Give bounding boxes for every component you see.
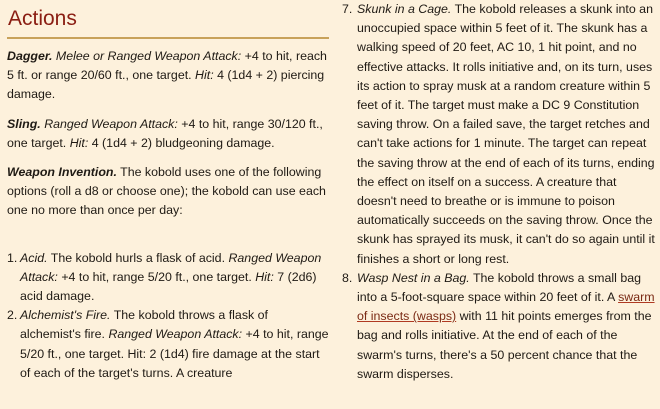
option-text: The kobold hurls a flask of acid. bbox=[47, 250, 229, 265]
dagger-action bbox=[7, 47, 329, 105]
sling-name: Sling. bbox=[7, 116, 41, 131]
sling-text1: +4 to hit, range 30/120 ft., one target. bbox=[7, 116, 323, 150]
option-number: 7. bbox=[342, 2, 353, 16]
weapon-invention-text: The kobold uses one of the following options (roll a d8 or choose one); the kobold can use each one no more than once per day: bbox=[7, 165, 326, 218]
option-name: Skunk in a Cage. bbox=[357, 2, 452, 16]
sling-action bbox=[7, 115, 329, 153]
option-number: 2. bbox=[7, 308, 18, 323]
sling-attack-type: Ranged Weapon Attack: bbox=[44, 116, 178, 131]
option-name: Acid. bbox=[20, 250, 48, 265]
option-text: with 11 hit points emerges from the bag and rolls initiative. At the end of each of the swarm's turns, there's a 50 percent chance that the swarm disperses. bbox=[357, 309, 652, 381]
option-text: 7 (2d6) acid damage. bbox=[20, 269, 317, 304]
left-column bbox=[7, 0, 329, 383]
dagger-text1: +4 to hit, reach 5 ft. or range 20/60 ft., one target. bbox=[7, 49, 327, 83]
dagger-text2: 4 (1d4 + 2) piercing damage. bbox=[7, 68, 325, 102]
option-hit-label: Hit: bbox=[255, 269, 274, 284]
option-text: +4 to hit, range 5/20 ft., one target. Hit: 2 (1d4) fire damage at the start of each of the target's turns. A creature bbox=[20, 327, 329, 380]
dagger-attack-type: Melee or Ranged Weapon Attack: bbox=[55, 49, 242, 63]
weapon-invention-name: Weapon Invention. bbox=[7, 165, 117, 180]
option-skunk bbox=[342, 0, 656, 269]
swarm-of-insects-link[interactable]: swarm of insects (wasps) bbox=[357, 290, 655, 324]
option-text: The kobold throws a small bag into a 5-foot-square space within 20 feet of it. A bbox=[357, 270, 642, 305]
option-number: 8. bbox=[342, 270, 353, 285]
sling-text2: 4 (1d4 + 2) bludgeoning damage. bbox=[88, 135, 275, 150]
option-text: The kobold throws a flask of alchemist's fire. bbox=[20, 308, 268, 342]
option-name: Alchemist's Fire. bbox=[20, 308, 111, 323]
option-text: +4 to hit, range 5/20 ft., one target. bbox=[57, 269, 256, 284]
options-list-right bbox=[342, 0, 656, 384]
option-attack-type: Ranged Weapon Attack: bbox=[108, 327, 243, 342]
option-alchemists-fire bbox=[7, 306, 329, 383]
options-list-left bbox=[7, 249, 329, 383]
section-heading: Actions bbox=[8, 7, 77, 30]
weapon-invention-action bbox=[7, 163, 329, 221]
option-wasp-nest bbox=[342, 269, 656, 384]
spacer bbox=[7, 231, 329, 249]
option-name: Wasp Nest in a Bag. bbox=[357, 270, 470, 285]
heading-divider bbox=[7, 37, 329, 39]
option-text: The kobold releases a skunk into an unoccupied space within 5 feet of it. The skunk has a walking speed of 20 feet, AC 10, 1 hit point, and no effective attacks. It rolls initiative and, on its turn, uses its action to spray musk at a random creature within 5 feet of it. The target must make a DC 9 Constitution saving throw. On a failed save, the target retches and can't take actions for 1 minute. The target can repeat the saving throw at the end of each of its turns, ending the effect on itself on a success. A creature that doesn't need to breathe or is immune to poison automatically succeeds on the saving throw. Once the skunk has sprayed its musk, it can't do so again until it finishes a short or long rest. bbox=[357, 2, 655, 266]
right-column bbox=[342, 0, 656, 384]
dagger-hit-label: Hit: bbox=[195, 68, 214, 83]
option-acid bbox=[7, 249, 329, 307]
dagger-name: Dagger. bbox=[7, 49, 53, 63]
option-attack-type: Ranged Weapon Attack: bbox=[20, 250, 322, 284]
option-number: 1. bbox=[7, 250, 18, 265]
sling-hit-label: Hit: bbox=[69, 135, 89, 150]
